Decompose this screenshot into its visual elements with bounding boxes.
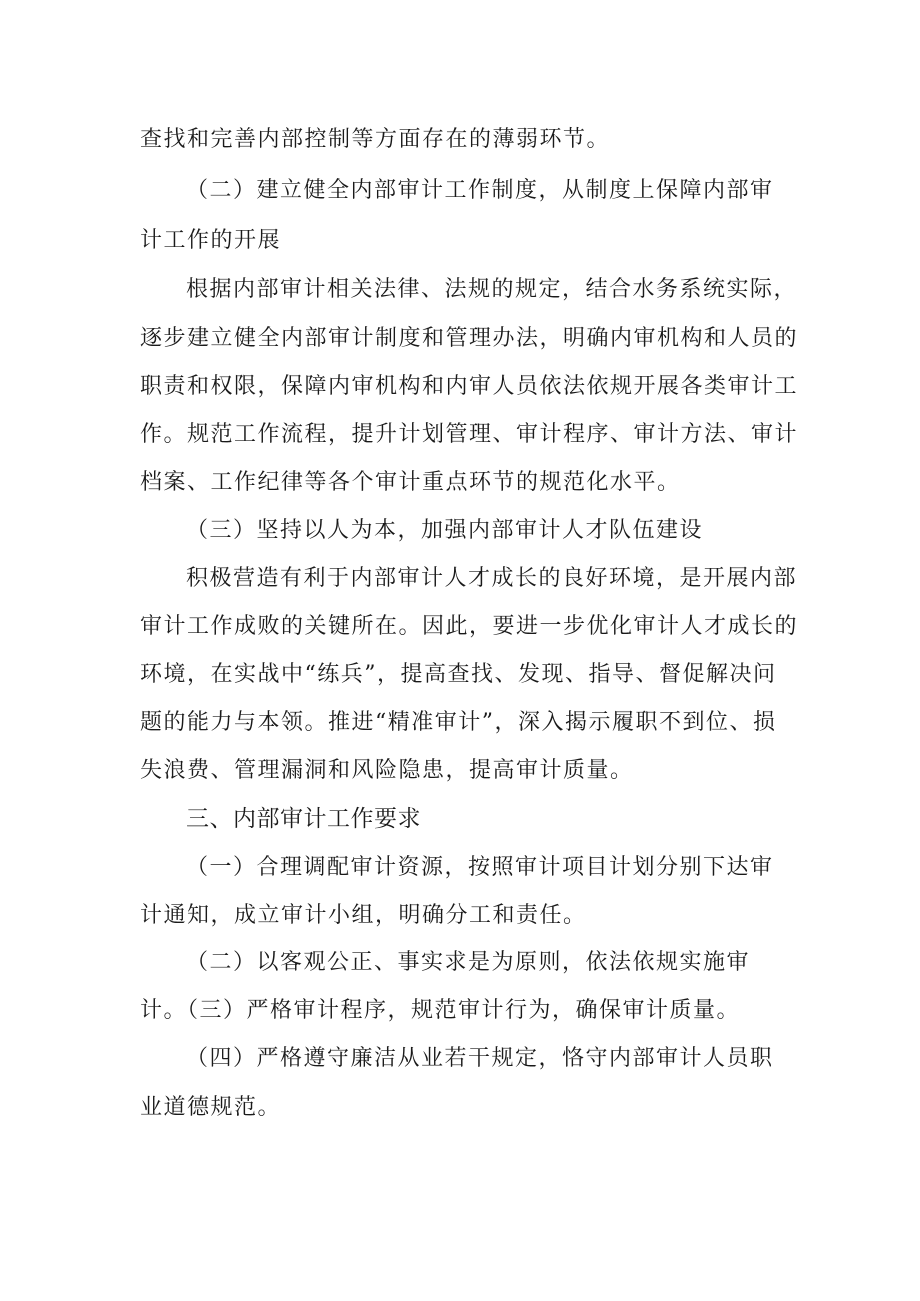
paragraph-line: 作。规范工作流程，提升计划管理、审计程序、审计方法、审计 bbox=[140, 422, 799, 447]
paragraph-line: 计通知，成立审计小组，明确分工和责任。 bbox=[140, 903, 587, 928]
paragraph-line: 审计工作成败的关键所在。因此，要进一步优化审计人才成长的 bbox=[140, 614, 799, 639]
paragraph-line: 题的能力与本领。推进“精准审计”，深入揭示履职不到位、损 bbox=[140, 710, 777, 735]
paragraph-line: 逐步建立健全内部审计制度和管理办法，明确内审机构和人员的 bbox=[140, 326, 799, 351]
paragraph-line: 失浪费、管理漏洞和风险隐患，提高审计质量。 bbox=[140, 758, 634, 783]
paragraph-line: （二）以客观公正、事实求是为原则，依法依规实施审 bbox=[186, 950, 751, 975]
section-title: 三、内部审计工作要求 bbox=[186, 806, 421, 832]
subheading-line: （二）建立健全内部审计工作制度，从制度上保障内部审 bbox=[186, 178, 774, 203]
paragraph-line: 业道德规范。 bbox=[140, 1095, 282, 1120]
paragraph-line: 档案、工作纪律等各个审计重点环节的规范化水平。 bbox=[140, 470, 681, 495]
paragraph-line: 根据内部审计相关法律、法规的规定，结合水务系统实际， bbox=[186, 277, 798, 302]
paragraph-line: 积极营造有利于内部审计人才成长的良好环境，是开展内部 bbox=[186, 566, 798, 591]
paragraph-line: 环境，在实战中“练兵”，提高查找、发现、指导、督促解决问 bbox=[140, 662, 777, 687]
subheading-line: 计工作的开展 bbox=[140, 228, 282, 253]
subheading-line: （三）坚持以人为本，加强内部审计人才队伍建设 bbox=[186, 518, 704, 543]
paragraph-line: （四）严格遵守廉洁从业若干规定，恪守内部审计人员职 bbox=[186, 1046, 774, 1071]
paragraph-line: 查找和完善内部控制等方面存在的薄弱环节。 bbox=[140, 127, 611, 152]
paragraph-line: （一）合理调配审计资源，按照审计项目计划分别下达审 bbox=[186, 855, 774, 880]
paragraph-line: 计。（三）严格审计程序，规范审计行为，确保审计质量。 bbox=[140, 998, 741, 1023]
paragraph-line: 职责和权限，保障内审机构和内审人员依法依规开展各类审计工 bbox=[140, 374, 799, 399]
